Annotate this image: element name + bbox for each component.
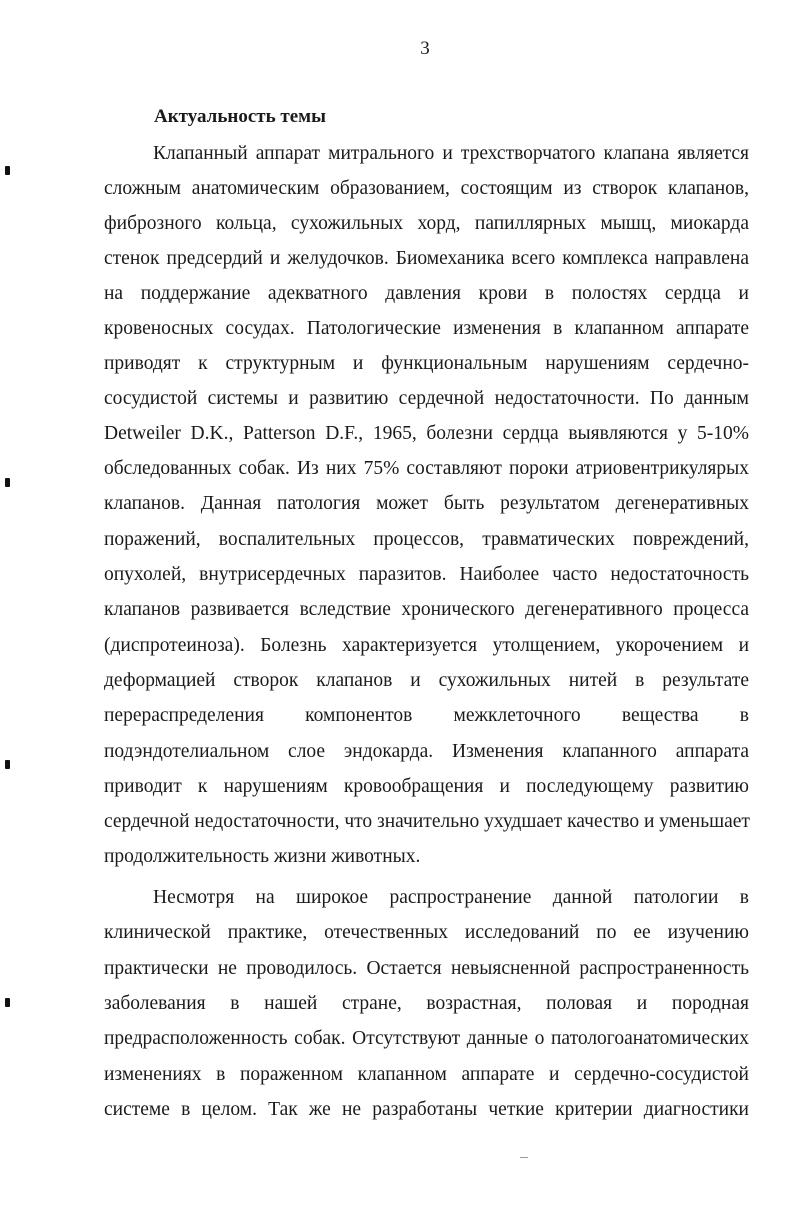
scan-margin-mark <box>5 478 10 487</box>
text-line: системе в целом. Так же не разработаны четкие критерии диагностики <box>104 1099 749 1120</box>
text-line: обследованных собак. Из них 75% составляют пороки атриовентрикулярых <box>104 458 749 479</box>
scan-margin-mark <box>5 760 10 769</box>
text-line: подэндотелиальном слое эндокарда. Изменения клапанного аппарата <box>104 741 749 762</box>
text-line: сосудистой системы и развитию сердечной недостаточности. По данным <box>104 388 749 409</box>
text-line: клинической практике, отечественных исследований по ее изучению <box>104 922 749 943</box>
text-line: сердечной недостаточности, что значительно ухудшает качество и уменьшает <box>104 811 750 832</box>
text-line: сложным анатомическим образованием, состоящим из створок клапанов, <box>104 178 749 199</box>
text-line: Detweiler D.K., Patterson D.F., 1965, болезни сердца выявляются у 5-10% <box>104 423 749 444</box>
text-line: Несмотря на широкое распространение данной патологии в <box>153 887 749 908</box>
text-line: поражений, воспалительных процессов, травматических повреждений, <box>104 529 749 550</box>
scan-smudge <box>520 1157 528 1158</box>
text-line: продолжительность жизни животных. <box>104 846 421 867</box>
text-line: клапанов. Данная патология может быть результатом дегенеративных <box>104 493 749 514</box>
page-number: 3 <box>420 38 430 59</box>
text-line: практически не проводилось. Остается невыясненной распространенность <box>104 958 749 979</box>
text-line: заболевания в нашей стране, возрастная, половая и породная <box>104 993 749 1014</box>
text-line: предрасположенность собак. Отсутствуют данные о патологоанатомических <box>104 1028 749 1049</box>
text-line: фиброзного кольца, сухожильных хорд, папиллярных мышц, миокарда <box>104 213 749 234</box>
scan-margin-mark <box>5 998 10 1007</box>
text-line: приводит к нарушениям кровообращения и последующему развитию <box>104 776 749 797</box>
text-line: приводят к структурным и функциональным нарушениям сердечно- <box>104 353 749 374</box>
text-line: клапанов развивается вследствие хронического дегенеративного процесса <box>104 599 749 620</box>
text-line: перераспределения компонентов межклеточного вещества в <box>104 705 749 726</box>
text-line: на поддержание адекватного давления крови в полостях сердца и <box>104 283 749 304</box>
text-line: опухолей, внутрисердечных паразитов. Наиболее часто недостаточность <box>104 564 749 585</box>
text-line: кровеносных сосудах. Патологические изменения в клапанном аппарате <box>104 318 749 339</box>
scan-margin-mark <box>5 166 10 175</box>
text-line: (диспротеиноза). Болезнь характеризуется утолщением, укорочением и <box>104 635 749 656</box>
text-line: стенок предсердий и желудочков. Биомеханика всего комплекса направлена <box>104 248 749 269</box>
text-line: Клапанный аппарат митрального и трехстворчатого клапана является <box>153 143 749 164</box>
section-heading: Актуальность темы <box>154 106 326 127</box>
text-line: деформацией створок клапанов и сухожильных нитей в результате <box>104 670 749 691</box>
text-line: изменениях в пораженном клапанном аппарате и сердечно-сосудистой <box>104 1064 749 1085</box>
